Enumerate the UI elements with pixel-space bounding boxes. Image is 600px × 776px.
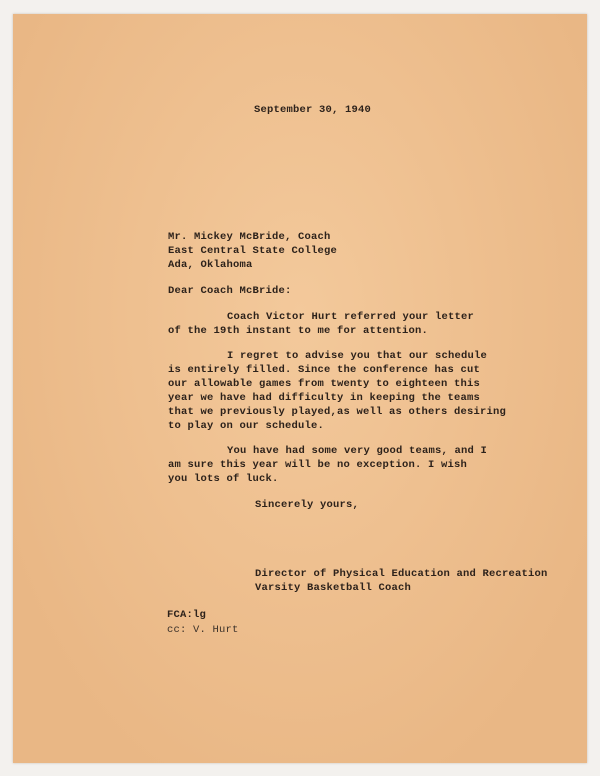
- recipient-institution: East Central State College: [168, 245, 338, 257]
- closing: Sincerely yours,: [255, 499, 360, 511]
- recipient-city: Ada, Oklahoma: [168, 259, 253, 271]
- letter-page: [13, 14, 587, 763]
- paragraph-2-line-1: I regret to advise you that our schedule: [227, 350, 488, 362]
- paragraph-2-line-4: year we have had difficulty in keeping the teams: [168, 392, 481, 404]
- signature-title-2: Varsity Basketball Coach: [255, 582, 412, 594]
- paragraph-1-line-1: Coach Victor Hurt referred your letter: [227, 311, 475, 323]
- paragraph-2-line-2: is entirely filled. Since the conference has cut: [168, 364, 481, 376]
- paragraph-2-line-5: that we previously played,as well as others desiring: [168, 406, 507, 418]
- cc-line: cc: V. Hurt: [167, 624, 239, 636]
- recipient-name: Mr. Mickey McBride, Coach: [168, 231, 331, 243]
- salutation: Dear Coach McBride:: [168, 285, 292, 297]
- paragraph-3-line-2: am sure this year will be no exception. I wish: [168, 459, 468, 471]
- paragraph-2-line-6: to play on our schedule.: [168, 420, 325, 432]
- paragraph-2-line-3: our allowable games from twenty to eighteen this: [168, 378, 481, 390]
- paragraph-3-line-3: you lots of luck.: [168, 473, 279, 485]
- paragraph-3-line-1: You have had some very good teams, and I: [227, 445, 488, 457]
- letter-date: September 30, 1940: [254, 104, 372, 116]
- signature-title-1: Director of Physical Education and Recreation: [255, 568, 548, 580]
- paragraph-1-line-2: of the 19th instant to me for attention.: [168, 325, 429, 337]
- reference-initials: FCA:lg: [167, 609, 207, 621]
